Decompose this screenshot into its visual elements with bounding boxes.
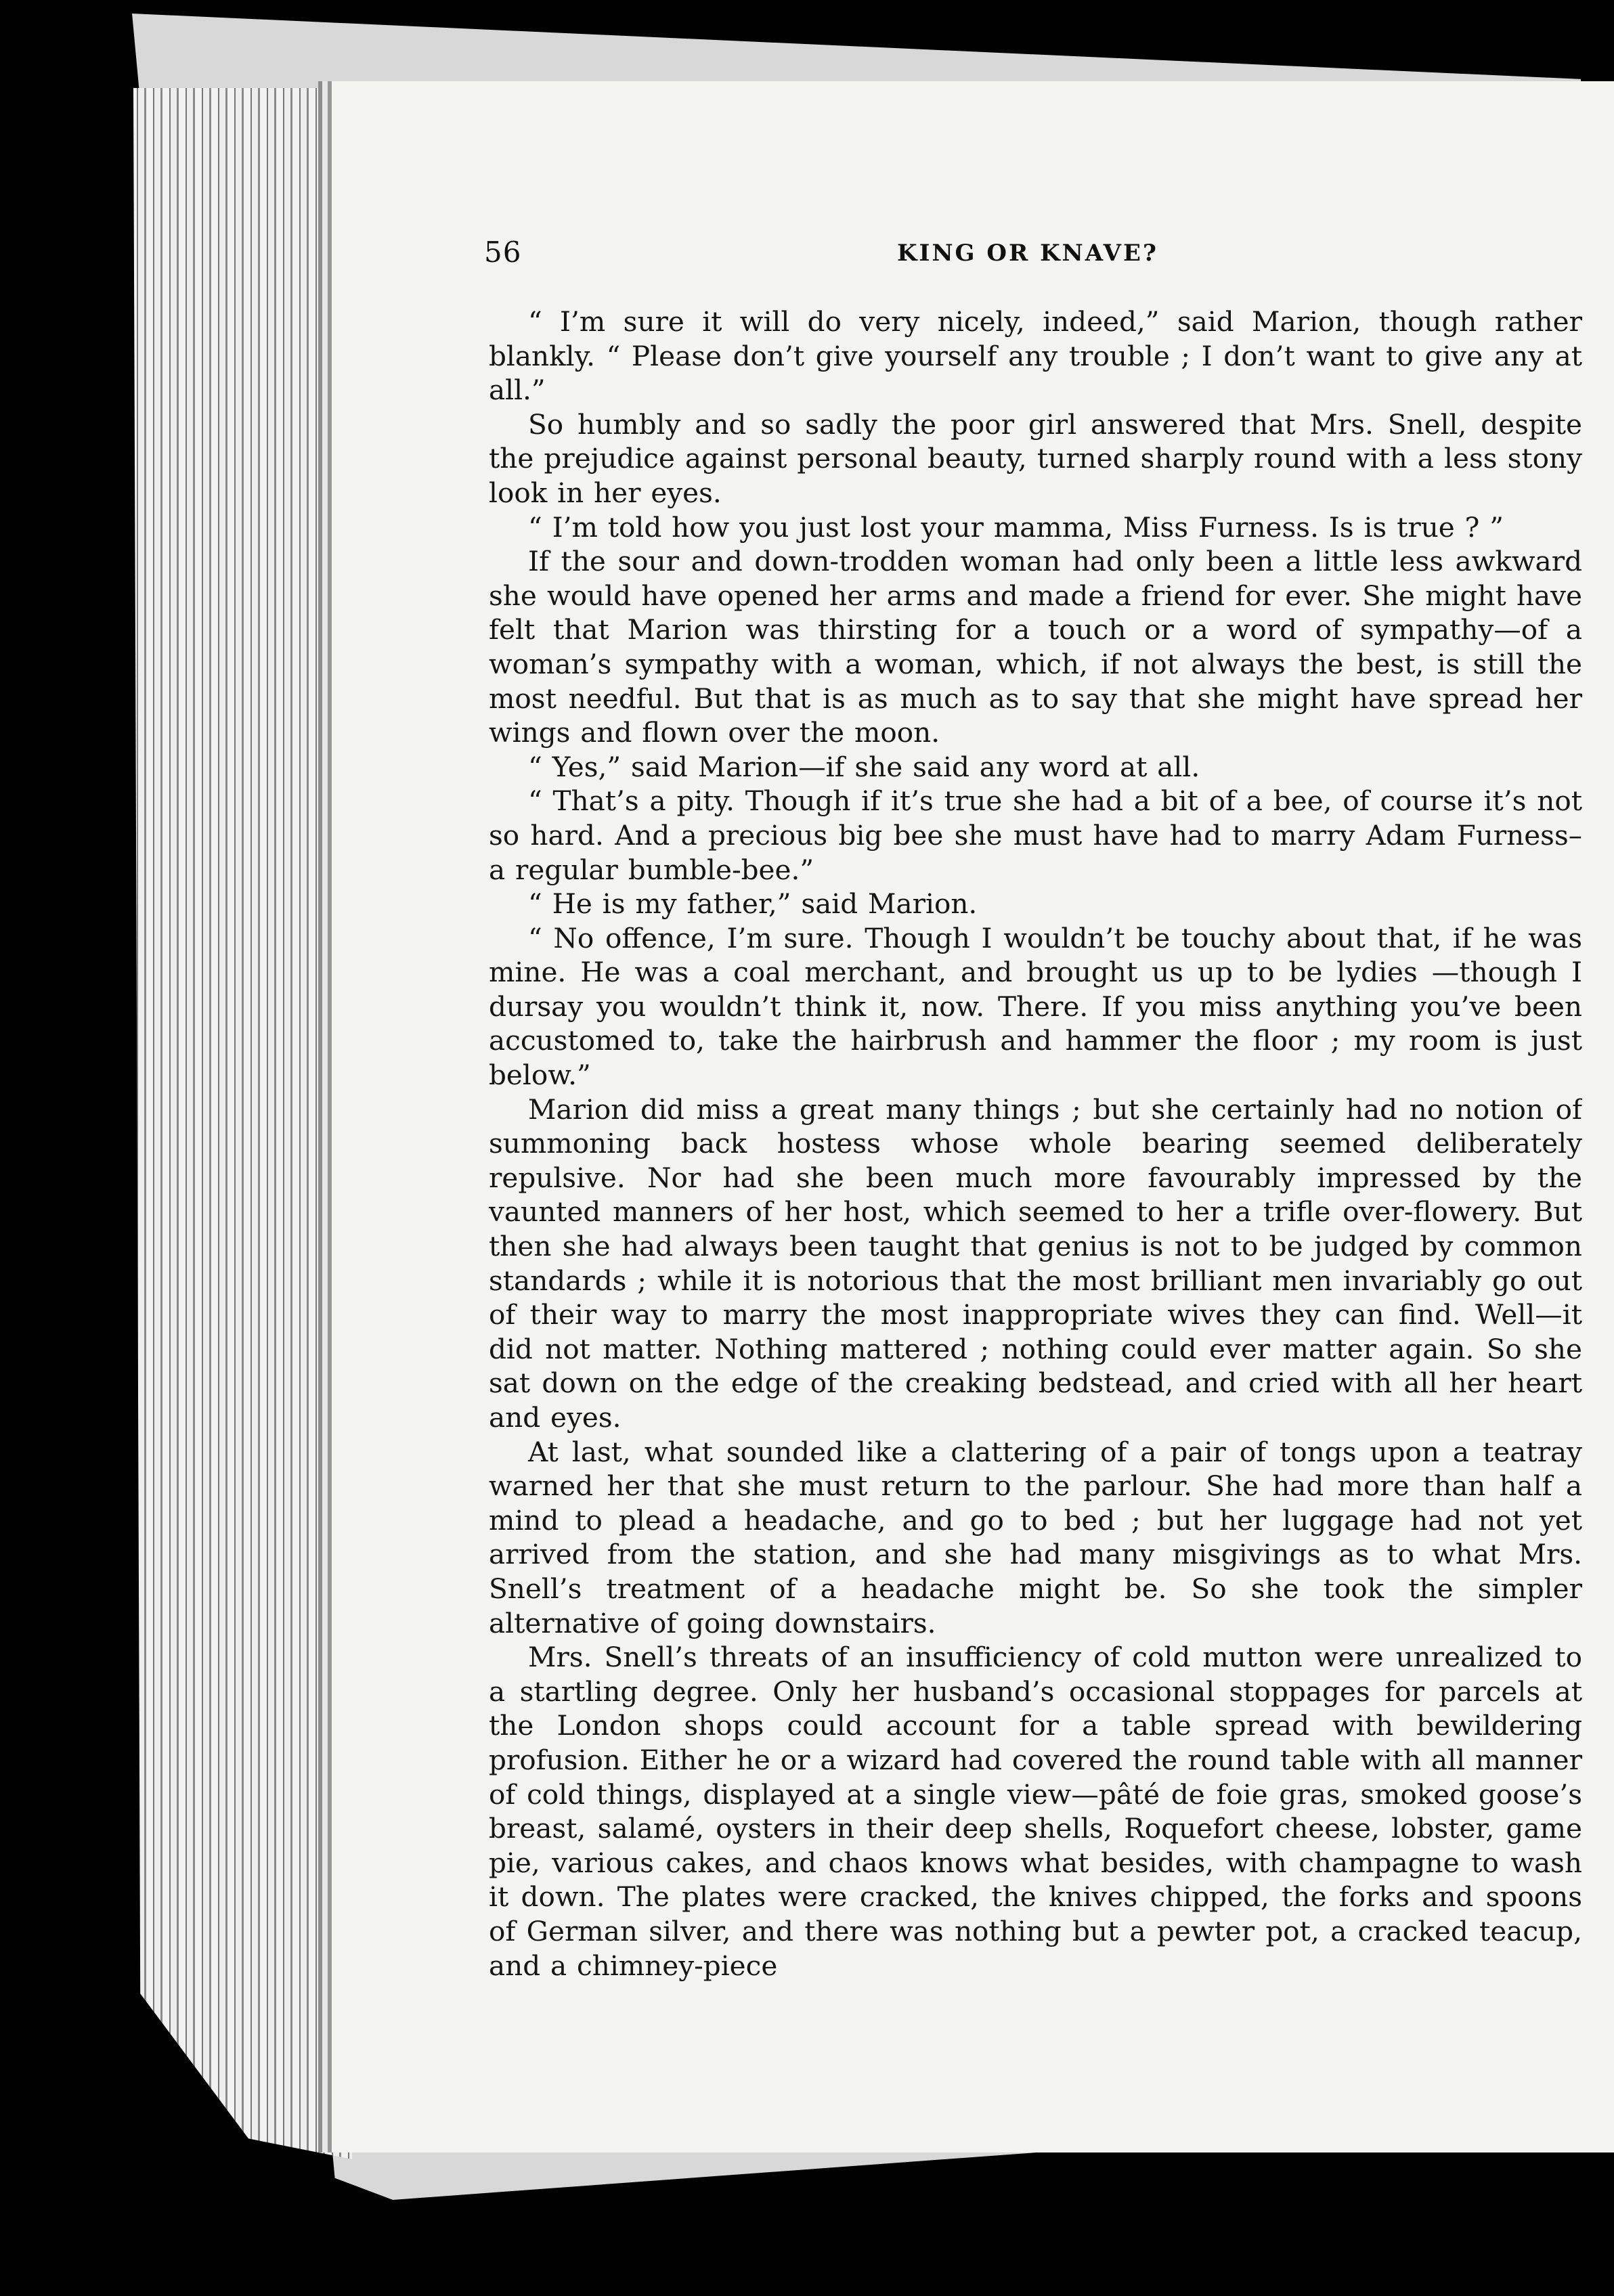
page-edges [122,88,352,2159]
paragraph: “ I’m sure it will do very nicely, indeed,” said Marion, though rather blankly. “ Please don’t give yourself any trouble ; I don’t want to give any at all.” [489,305,1582,407]
body-text [489,305,1582,2092]
paragraph: “ That’s a pity. Though if it’s true she had a bit of a bee, of course it’s not so hard. And a precious big bee she must have had to marry Adam Furness– a regular bumble-bee.” [489,785,1582,886]
book-page [332,81,1614,2152]
paragraph: So humbly and so sadly the poor girl answered that Mrs. Snell, despite the prejudice against personal beauty, turned sharply round with a less stony look in her eyes. [489,407,1582,509]
paragraph: Marion did miss a great many things ; but she certainly had no notion of summoning back hostess whose whole bearing seemed deliberately repulsive. Nor had she been much more favourably impressed by the vaunted manners of her host, which seemed to her a trifle over-flowery. But then she had always been taught that genius is not to be judged by common standards ; while it is notorious that the most brilliant men invariably go out of their way to marry the most inappropriate wives they can find. Well—it did not matter. Nothing mattered ; nothing could ever matter again. So she sat down on the edge of the creaking bedstead, and cried with all her heart and eyes. [489,1092,1582,1434]
paragraph: “ Yes,” said Marion—if she said any word at all. [528,750,1200,783]
paragraph: If the sour and down-trodden woman had only been a little less awkward she would have opened her arms and made a friend for ever. She might have felt that Marion was thirsting for a touch or a word of sympathy—of a woman’s sympathy with a woman, which, if not always the best, is still the most needful. But that is as much as to say that she might have spread her wings and flown over the moon. [489,545,1582,749]
running-head [332,236,1614,283]
paragraph: Mrs. Snell’s threats of an insufficiency of cold mutton were unrealized to a startling degree. Only her husband’s occasional stoppages for parcels at the London shops could account for a table spread with bewildering profusion. Either he or a wizard had covered the round table with all manner of cold things, displayed at a single view—pâté de foie gras, smoked goose’s breast, salamé, oysters in their deep shells, Roquefort cheese, lobster, game pie, various cakes, and chaos knows what besides, with champagne to wash it down. The plates were cracked, the knives chipped, the forks and spoons of German silver, and there was nothing but a pewter pot, a cracked teacup, and a chimney-piece [489,1641,1582,1982]
running-title: KING OR KNAVE? [897,240,1158,267]
paragraph: “ No offence, I’m sure. Though I wouldn’t be touchy about that, if he was mine. He was a coal merchant, and brought us up to be lydies —though I dursay you wouldn’t think it, now. There. If you miss anything you’ve been accustomed to, take the hairbrush and hammer the floor ; my room is just below.” [489,921,1582,1092]
page-number: 56 [484,236,522,269]
paragraph: At last, what sounded like a clattering of a pair of tongs upon a teatray warned her that she must return to the parlour. She had more than half a mind to plead a headache, and go to bed ; but her luggage had not yet arrived from the station, and she had many misgivings as to what Mrs. Snell’s treatment of a headache might be. So she took the simpler alternative of going downstairs. [489,1435,1582,1639]
paragraph: “ I’m told how you just lost your mamma, Miss Furness. Is is true ? ” [528,510,1504,544]
paragraph: “ He is my father,” said Marion. [528,887,978,921]
